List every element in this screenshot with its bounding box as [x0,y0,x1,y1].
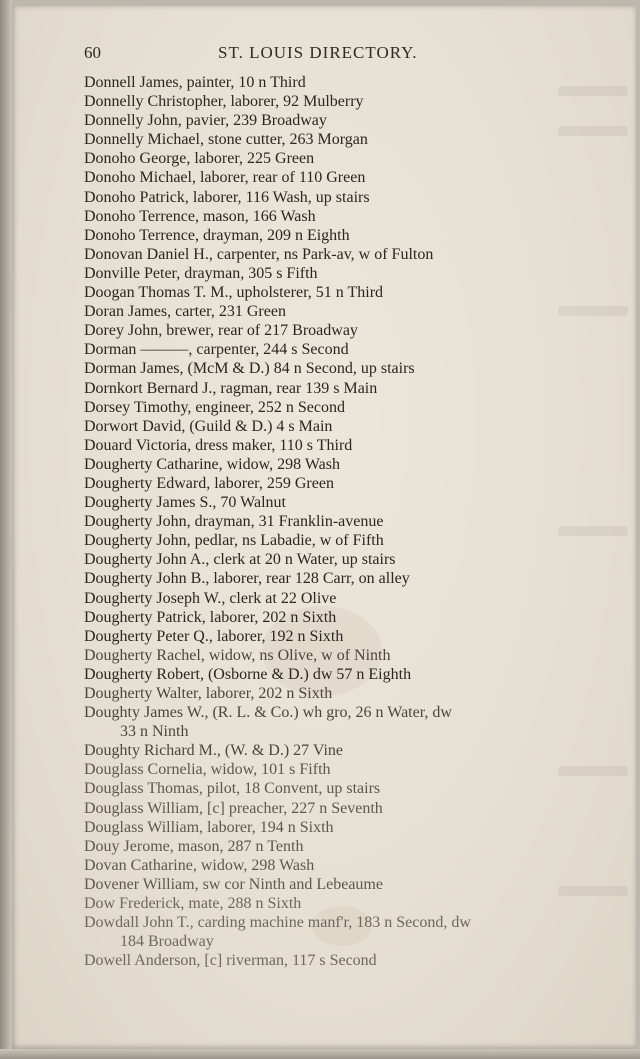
directory-entry: Donnelly John, pavier, 239 Broadway [84,112,327,130]
directory-entry: Dougherty Patrick, laborer, 202 n Sixth [84,608,337,626]
directory-entry: Dow Frederick, mate, 288 n Sixth [84,895,302,913]
directory-entry: Doogan Thomas T. M., upholsterer, 51 n Third [84,284,384,302]
directory-entry: Douard Victoria, dress maker, 110 s Third [84,436,353,454]
directory-entry: Dornkort Bernard J., ragman, rear 139 s Main [84,379,378,397]
directory-entry: Dovener William, sw cor Ninth and Lebeaume [84,875,383,893]
directory-entry: Douglass Cornelia, widow, 101 s Fifth [84,761,331,779]
directory-entry: Dougherty Walter, laborer, 202 n Sixth [84,685,333,702]
directory-entry: Dougherty John A., clerk at 20 n Water, up stairs [84,551,396,569]
directory-entry: Dorey John, brewer, rear of 217 Broadway [84,322,358,340]
directory-entry: Dowdall John T., carding machine manf'r, 183 n Second, dw [84,914,471,932]
directory-entry: Donoho George, laborer, 225 Green [84,150,315,168]
directory-entry: Douglass Thomas, pilot, 18 Convent, up stairs [84,780,381,798]
directory-entry: Donnelly Michael, stone cutter, 263 Morgan [84,131,368,149]
scan-edge-left [0,0,12,1059]
directory-entry: Dorsey Timothy, engineer, 252 n Second [84,398,345,416]
directory-entry: Donoho Terrence, drayman, 209 n Eighth [84,226,350,244]
directory-entry: Dougherty Joseph W., clerk at 22 Olive [84,589,337,607]
directory-entry-continuation: 33 n Ninth [120,723,189,741]
directory-entry: Dorman ———, carpenter, 244 s Second [84,341,349,359]
directory-entry: Doughty Richard M., (W. & D.) 27 Vine [84,742,344,760]
directory-entry: Donville Peter, drayman, 305 s Fifth [84,264,318,282]
running-head: ST. LOUIS DIRECTORY. [218,43,418,62]
directory-entries [84,73,604,970]
directory-entry: Dorman James, (McM & D.) 84 n Second, up stairs [84,360,415,378]
directory-entry: Dougherty Peter Q., laborer, 192 n Sixth [84,627,344,645]
directory-entry: Donoho Terrence, mason, 166 Wash [84,207,316,225]
directory-entry: Dougherty John, pedlar, ns Labadie, w of Fifth [84,532,384,550]
directory-entry: Dougherty James S., 70 Walnut [84,494,286,512]
directory-entry-continuation: 184 Broadway [120,933,214,951]
directory-entry: Dovan Catharine, widow, 298 Wash [84,856,315,874]
directory-entry: Dougherty Edward, laborer, 259 Green [84,474,334,492]
directory-entry: Dougherty Catharine, widow, 298 Wash [84,455,340,473]
directory-entry: Donovan Daniel H., carpenter, ns Park-av, w of Fulton [84,245,434,263]
directory-entry: Douy Jerome, mason, 287 n Tenth [84,837,304,855]
directory-entry: Donnell James, painter, 10 n Third [84,74,306,91]
directory-entry: Donnelly Christopher, laborer, 92 Mulberry [84,93,364,111]
directory-entry: Dowell Anderson, [c] riverman, 117 s Second [84,952,377,970]
directory-entry: Dougherty Rachel, widow, ns Olive, w of Ninth [84,646,391,664]
directory-entry: Dougherty Robert, (Osborne & D.) dw 57 n Eighth [84,665,412,683]
page-header [12,43,636,67]
directory-entry: Dorwort David, (Guild & D.) 4 s Main [84,417,333,435]
directory-entry: Dougherty John, drayman, 31 Franklin-avenue [84,513,384,531]
directory-entry: Doughty James W., (R. L. & Co.) wh gro, 26 n Water, dw [84,704,452,722]
directory-page [12,6,636,1049]
scan-edge-bottom [0,1049,640,1059]
directory-entry: Douglass William, laborer, 194 n Sixth [84,818,334,836]
directory-entry: Donoho Michael, laborer, rear of 110 Green [84,169,366,187]
directory-entry: Douglass William, [c] preacher, 227 n Seventh [84,799,383,817]
page-number: 60 [84,43,101,62]
directory-entry: Donoho Patrick, laborer, 116 Wash, up stairs [84,188,370,206]
directory-entry: Doran James, carter, 231 Green [84,303,286,321]
directory-entry: Dougherty John B., laborer, rear 128 Carr, on alley [84,570,410,588]
